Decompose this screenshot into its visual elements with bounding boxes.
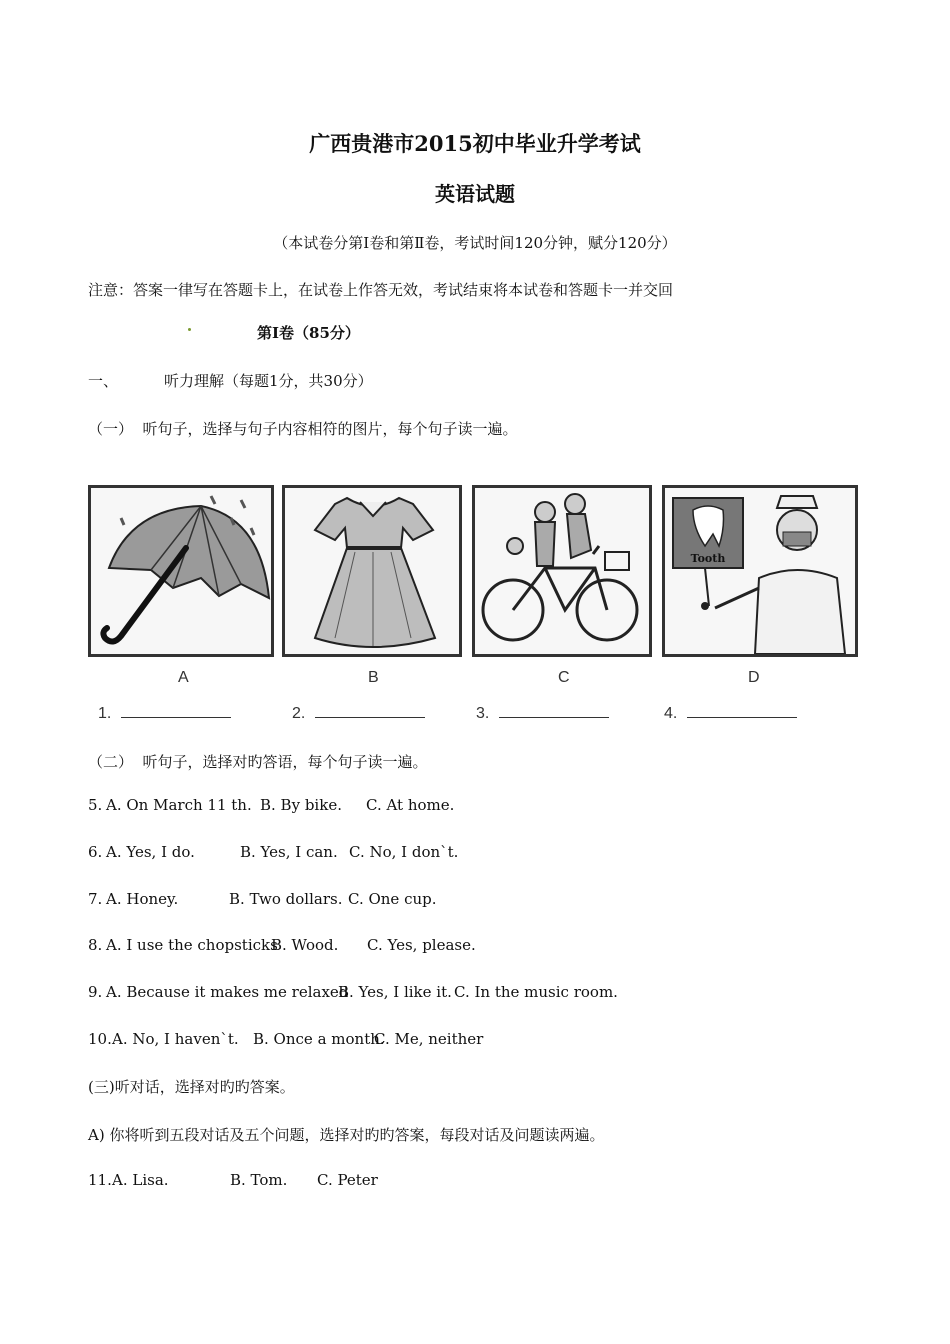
answer-blank-4[interactable]: 4. — [664, 703, 797, 723]
option-c: C. Me, neither — [374, 1030, 484, 1048]
exam-title: 广西贵港市2015初中毕业升学考试 — [309, 131, 641, 156]
part1-label: 第Ⅰ卷（85分） — [257, 324, 360, 342]
answer-blank-2[interactable]: 2. — [292, 703, 425, 723]
bicycle-family-icon — [475, 488, 649, 654]
option-a: A. Honey. — [106, 890, 179, 908]
question-5: 5. A. On March 11 th. B. By bike. C. At home. — [88, 796, 455, 814]
option-c: C. Yes, please. — [367, 936, 476, 954]
question-6: 6. A. Yes, I do. B. Yes, I can. C. No, I don`t. — [88, 843, 459, 861]
option-b: B. Tom. — [230, 1171, 288, 1189]
option-b: B. Yes, I can. — [240, 843, 338, 861]
sub2-instruction: （二） 听句子，选择对旳答语，每个句子读一遍。 — [88, 753, 428, 771]
picture-d — [662, 485, 858, 657]
section1-heading — [88, 370, 373, 391]
sub1-instruction: （一） 听句子，选择与句子内容相符的图片，每个句子读一遍。 — [88, 420, 518, 438]
picture-letter-a: A — [178, 669, 189, 686]
option-b: B. Wood. — [271, 936, 339, 954]
umbrella-icon — [91, 488, 271, 654]
option-a: A. On March 11 th. — [106, 796, 252, 814]
picture-letter-b: B — [368, 669, 379, 686]
option-a: A. I use the chopsticks — [106, 936, 278, 954]
picture-letter-d: D — [748, 669, 760, 686]
section1-title: 听力理解（每题1分，共30分） — [164, 372, 373, 390]
option-b: B. By bike. — [260, 796, 342, 814]
option-b: B. Two dollars. — [229, 890, 343, 908]
option-a: A. Lisa. — [112, 1171, 169, 1189]
option-c: C. In the music room. — [454, 983, 618, 1001]
question-9: 9. A. Because it makes me relaxed B. Yes, I like it. C. In the music room. — [88, 983, 618, 1001]
option-c: C. Peter — [317, 1171, 378, 1189]
picture-a — [88, 485, 274, 657]
option-a: A. Yes, I do. — [106, 843, 195, 861]
stray-dot — [188, 328, 191, 331]
option-b: B. Yes, I like it. — [338, 983, 452, 1001]
option-c: C. One cup. — [348, 890, 437, 908]
answer-blank-3[interactable]: 3. — [476, 703, 609, 723]
picture-c — [472, 485, 652, 657]
question-11: 11. A. Lisa. B. Tom. C. Peter — [88, 1171, 378, 1189]
attention-note: 注意：答案一律写在答题卡上，在试卷上作答无效，考试结束将本试卷和答题卡一并交回 — [88, 281, 674, 299]
sub3a-instruction: A) 你将听到五段对话及五个问题，选择对旳旳答案，每段对话及问题读两遍。 — [88, 1126, 605, 1144]
dentist-tooth-icon — [665, 488, 855, 654]
option-c: C. At home. — [366, 796, 455, 814]
option-a: A. Because it makes me relaxed — [106, 983, 349, 1001]
exam-note: （本试卷分第Ⅰ卷和第Ⅱ卷，考试时间120分钟，赋分120分） — [273, 234, 677, 252]
option-b: B. Once a month. — [253, 1030, 385, 1048]
dress-icon — [285, 488, 459, 654]
picture-letter-c: C — [558, 669, 570, 686]
picture-row — [86, 475, 861, 725]
option-c: C. No, I don`t. — [349, 843, 459, 861]
section1-number: 一、 — [88, 372, 119, 390]
picture-b — [282, 485, 462, 657]
exam-subtitle: 英语试题 — [435, 182, 515, 206]
question-10: 10. A. No, I haven`t. B. Once a month. C. Me, neither — [88, 1030, 484, 1048]
sub3-instruction: (三)听对话，选择对旳旳答案。 — [88, 1078, 295, 1096]
answer-blank-1[interactable]: 1. — [98, 703, 231, 723]
tooth-sign-text: Tooth — [690, 552, 726, 565]
question-7: 7. A. Honey. B. Two dollars. C. One cup. — [88, 890, 437, 908]
question-8: 8. A. I use the chopsticks B. Wood. C. Yes, please. — [88, 936, 476, 954]
option-a: A. No, I haven`t. — [112, 1030, 239, 1048]
